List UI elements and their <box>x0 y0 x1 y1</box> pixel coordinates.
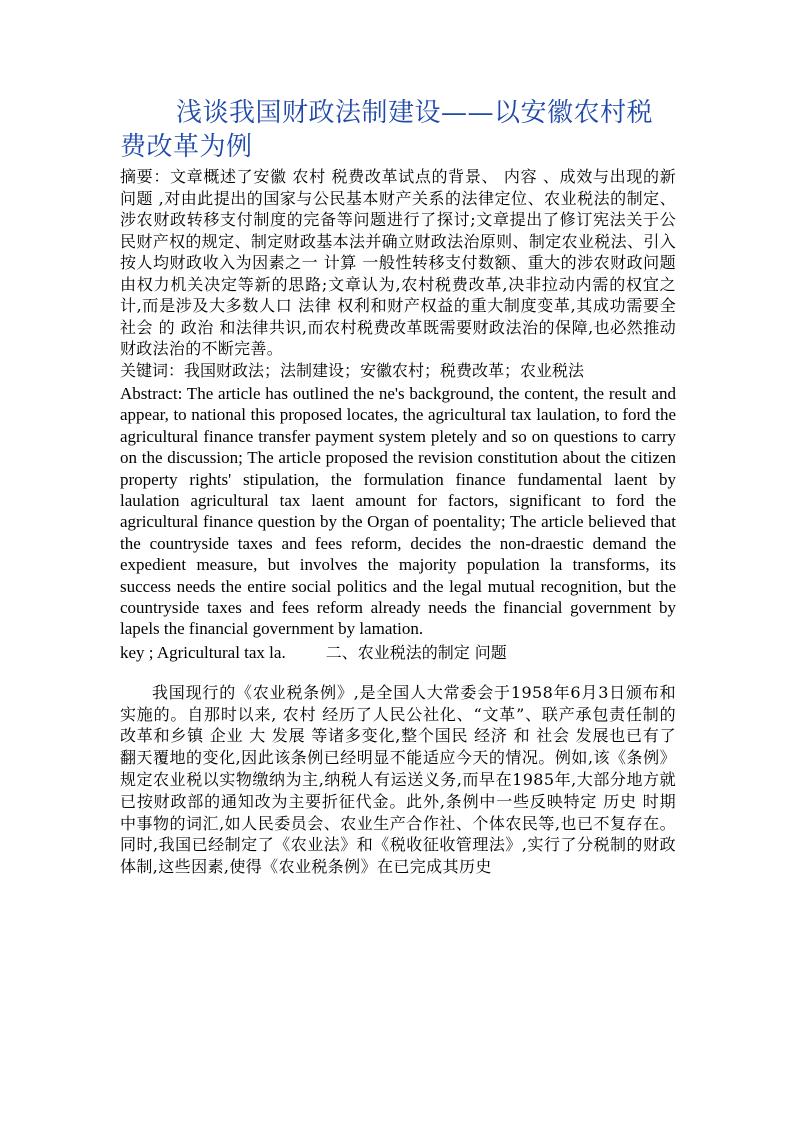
keywords-english: key ; Agricultural tax la. <box>120 642 286 662</box>
document-title: 浅谈我国财政法制建设——以安徽农村税费改革为例 <box>120 98 654 162</box>
abstract-english: Abstract: The article has outlined the ne's background, the content, the result and appear, to national this proposed locates, the agricultural tax laulation, to ford the agricultural finance transfer payment system pletely and so on questions to carry on the discussion; The article proposed the revision constitution about the citizen property rights' stipulation, the formulation finance fundamental laent by laulation agricultural tax laent amount for factors, significant to ford the agricultural finance question by the Organ of poentality; The article believed that the countryside taxes and fees reform, decides the non-draestic demand the expedient measure, but involves the majority population la transforms, its success needs the entire social politics and the legal mutual recognition, but the countryside taxes and fees reform already needs the financial government by lapels the financial government by lamation. <box>120 384 676 639</box>
section-heading: 二、农业税法的制定 问题 <box>325 642 507 662</box>
document-page <box>120 96 676 878</box>
keywords-chinese: 关键词：我国财政法；法制建设；安徽农村；税费改革；农业税法 <box>120 360 585 380</box>
keywords-line <box>120 642 676 664</box>
body-paragraph: 我国现行的《农业税条例》,是全国人大常委会于1958年6月3日颁布和实施的。自那时以来, 农村 经历了人民公社化、“文革”、联产承包责任制的改革和乡镇 企业 大 发展 等诸多变化,整个国民 经济 和 社会 发展也已有了翻天覆地的变化,因此该条例已经明显不能适应今天的情况。例如,该《条例》规定农业税以实物缴纳为主,纳税人有运送义务,而早在1985年,大部分地方就已按财政部的通知改为主要折征代金。此外,条例中一些反映特定 历史 时期中事物的词汇,如人民委员会、农业生产合作社、个体农民等,也已不复存在。同时,我国已经制定了《农业法》和《税收征收管理法》,实行了分税制的财政体制,这些因素,使得《农业税条例》在已完成其历史 <box>120 682 676 877</box>
abstract-chinese: 摘要：文章概述了安徽 农村 税费改革试点的背景、 内容 、成效与出现的新 问题 ,对由此提出的国家与公民基本财产关系的法律定位、农业税法的制定、涉农财政转移支付制度的完备等问题进行了探讨;文章提出了修订宪法关于公民财产权的规定、制定财政基本法并确立财政法治原则、制定农业税法、引入按人均财政收入为因素之一 计算 一般性转移支付数额、重大的涉农财政问题由权力机关决定等新的思路;文章认为,农村税费改革,决非拉动内需的权宜之计,而是涉及大多数人口 法律 权利和财产权益的重大制度变革,其成功需要全 社会 的 政治 和法律共识,而农村税费改革既需要财政法治的保障,也必然推动财政法治的不断完善。 <box>120 167 676 358</box>
